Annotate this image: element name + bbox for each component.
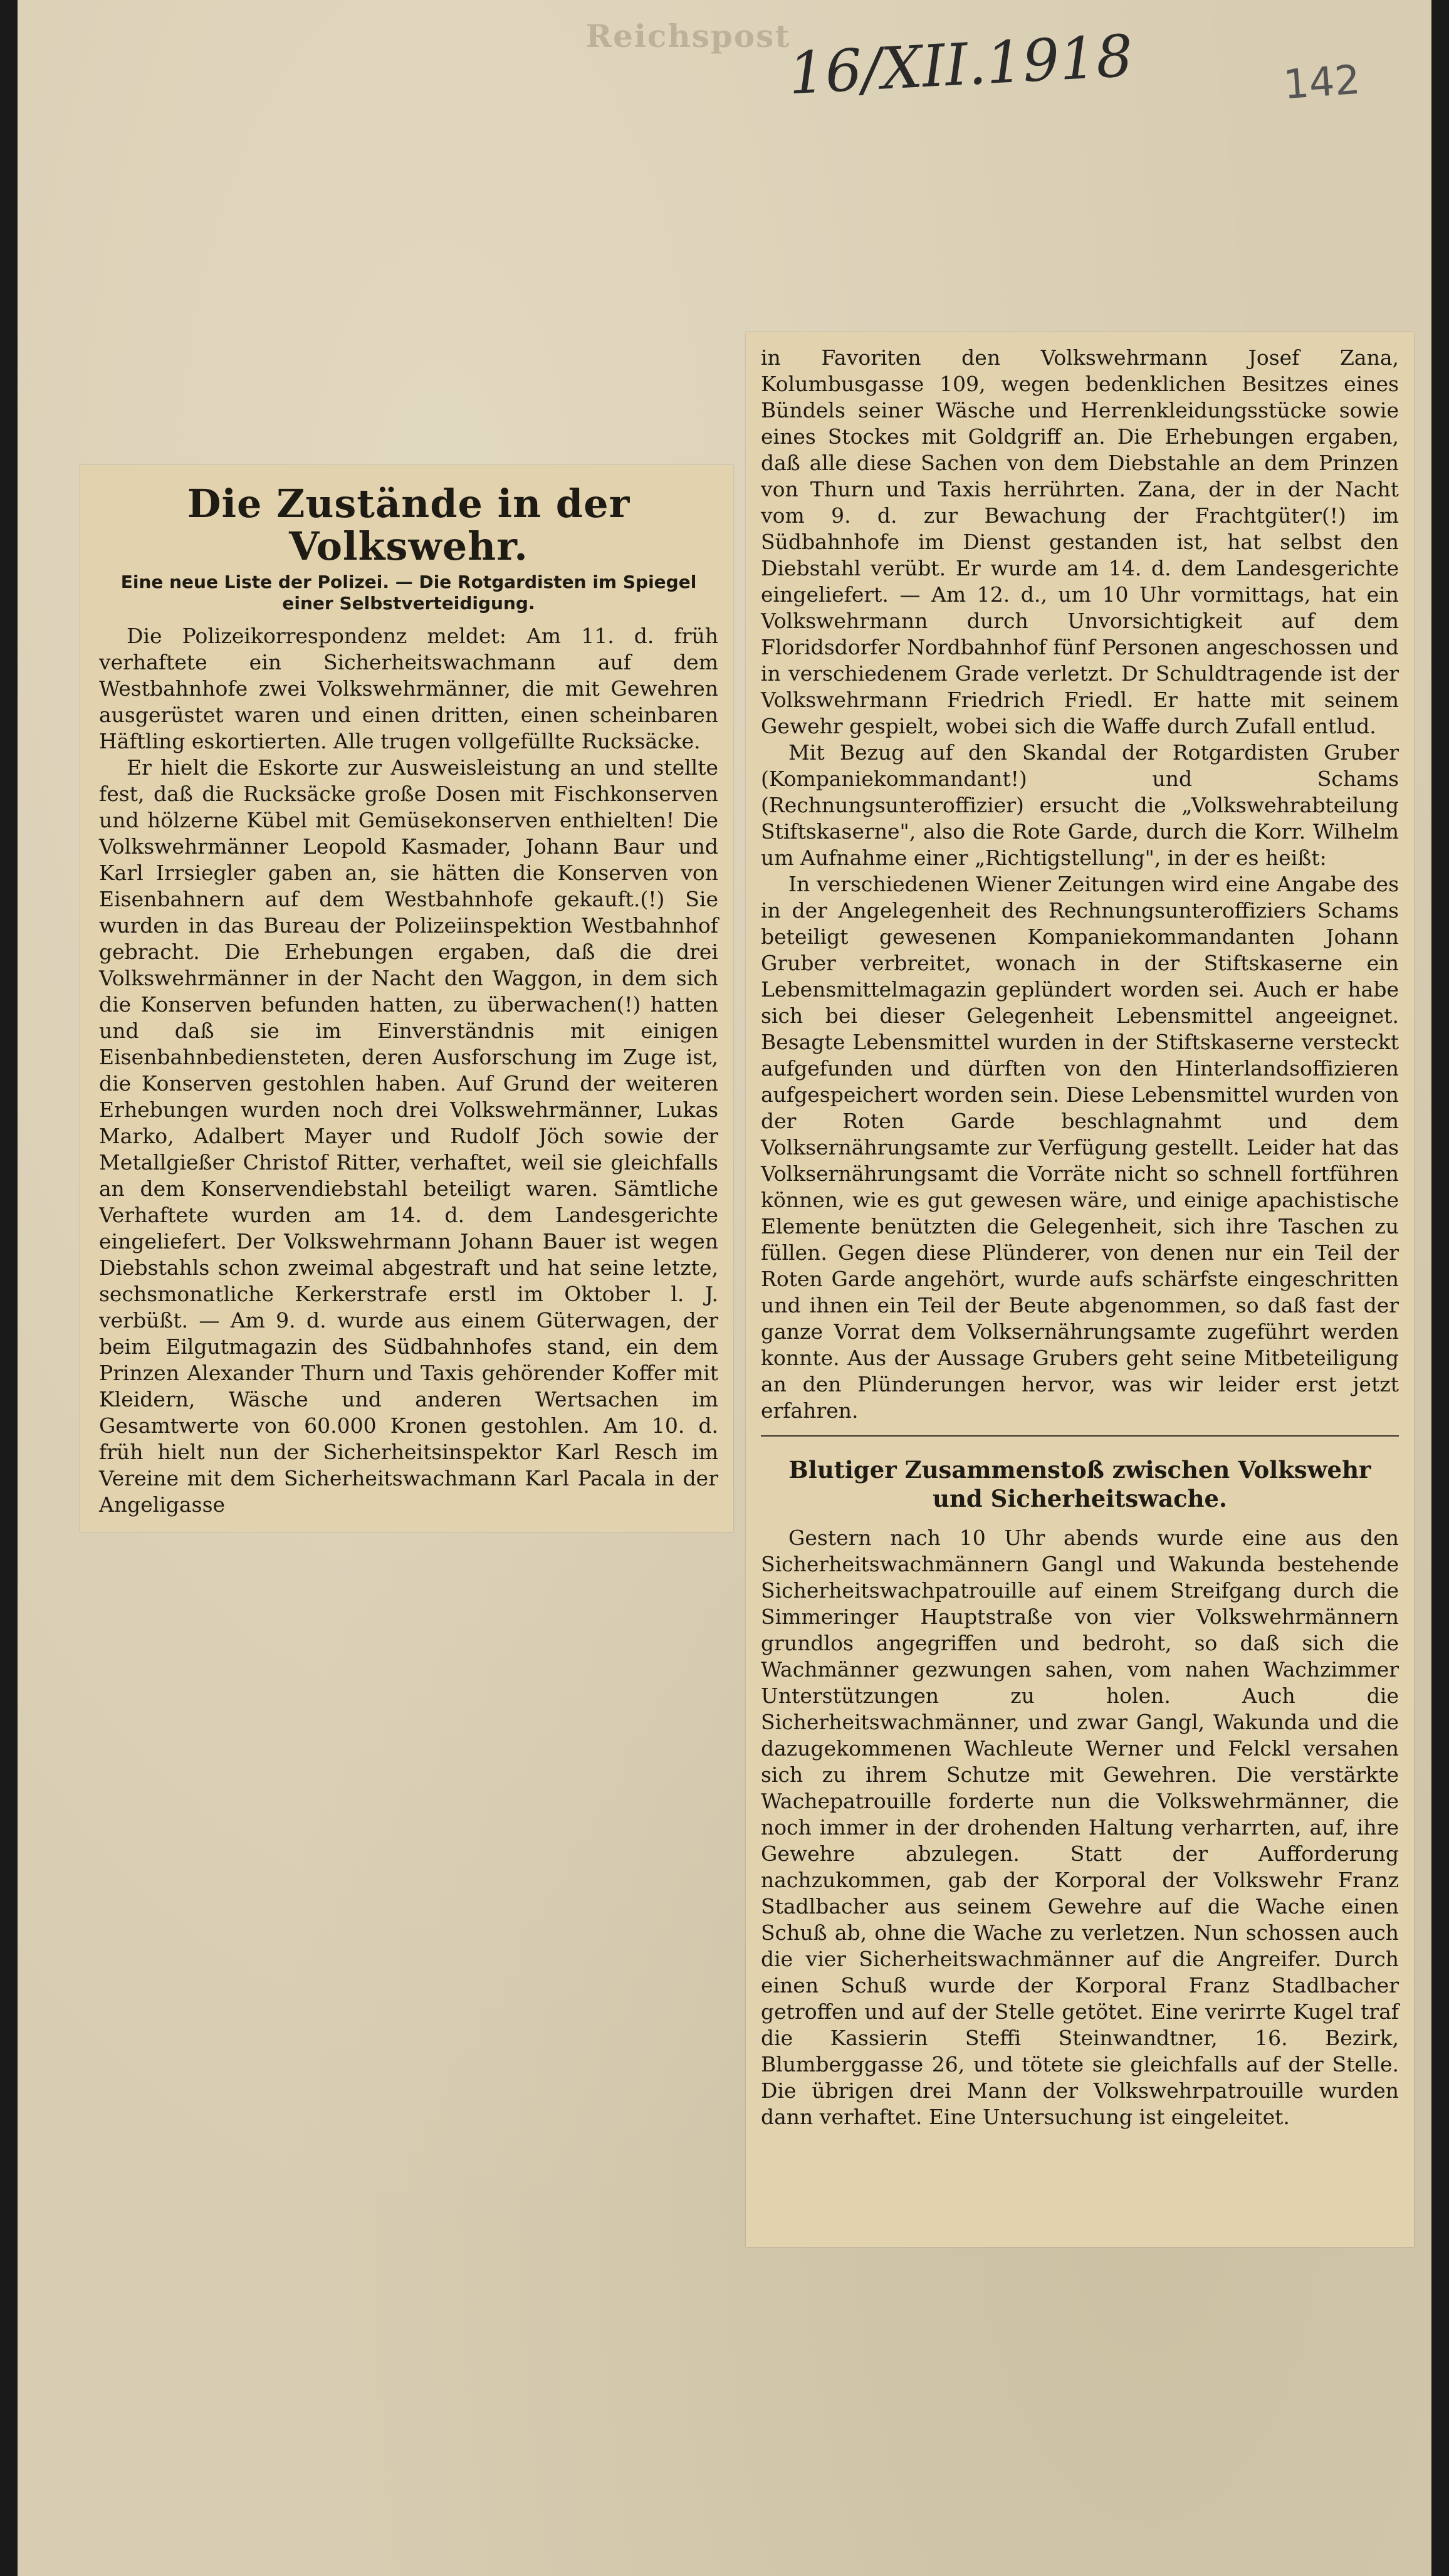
left-paragraph: Die Polizeikorrespondenz meldet: Am 11. d. früh verhaftete ein Sicherheitswachmann auf dem Westbahnhofe zwei Volkswehrmänner, die mit Gewehren ausgerüstet waren und einen dritten, einen scheinbaren Häftling eskortierten. Alle trugen vollgefüllte Rucksäcke. <box>99 623 718 753</box>
handwritten-page-number: 142 <box>1282 56 1362 109</box>
section-divider <box>761 1435 1399 1437</box>
article-subheadline: Eine neue Liste der Polizei. — Die Rotgardisten im Spiegel einer Selbstverteidigung. <box>120 572 697 614</box>
right-paragraph: Mit Bezug auf den Skandal der Rotgardisten Gruber (Kompaniekommandant!) und Schams (Rechnungsunteroffizier) ersucht die „Volkswehrabteilung Stiftskaserne", also die Rote Garde, durch die Korr. Wilhelm um Aufnahme einer „Richtigstellung", in der es heißt: <box>761 740 1399 870</box>
right-paragraph: In verschiedenen Wiener Zeitungen wird eine Angabe des in der Angelegenheit des Rechnungsunteroffiziers Schams beteiligt gewesenen Kompaniekommandanten Johann Gruber verbreitet, wonach in der Stiftskaserne ein Lebensmittelmagazin geplündert worden sei. Auch er habe sich bei dieser Gelegenheit Lebensmittel angeeignet. Besagte Lebensmittel wurden in der Stiftskaserne versteckt aufgefunden und dürften von den Hinterlandsoffizieren aufgespeichert worden sein. Diese Lebensmittel wurden von der Roten Garde beschlagnahmt und dem Volksernährungsamte zur Verfügung gestellt. Leider hat das Volksernährungsamt die Vorräte nicht so schnell fortführen können, wie es gut gewesen wäre, und einige apachistische Elemente benützten die Gelegenheit, sich ihre Taschen zu füllen. Gegen diese Plünderer, von denen nur ein Teil der Roten Garde angehört, wurde aufs schärfste eingeschritten und ihnen ein Teil der Beute abgenommen, so daß fast der ganze Vorrat dem Volksernährungsamte zugeführt werden konnte. Aus der Aussage Grubers geht seine Mitbeteiligung an den Plünderungen hervor, was wir leider erst jetzt erfahren. <box>761 872 1399 1423</box>
section-headline: Blutiger Zusammenstoß zwischen Volkswehr und Sicherheitswache. <box>788 1456 1371 1513</box>
left-paragraph: Er hielt die Eskorte zur Ausweisleistung an und stellte fest, daß die Rucksäcke große Dosen mit Fischkonserven und hölzerne Kübel mit Gemüsekonserven enthielten! Die Volkswehrmänner Leopold Kasmader, Johann Baur und Karl Irrsiegler gaben an, sie hätten die Konserven von Eisenbahnern auf dem Westbahnhofe gekauft.(!) Sie wurden in das Bureau der Polizeiinspektion Westbahnhof gebracht. Die Erhebungen ergaben, daß die drei Volkswehrmänner in der Nacht den Waggon, in dem sich die Konserven befunden hatten, zu überwachen(!) hatten und daß sie im Einverständnis mit einigen Eisenbahnbediensteten, deren Ausforschung im Zuge ist, die Konserven gestohlen haben. Auf Grund der weiteren Erhebungen wurden noch drei Volkswehrmänner, Lukas Marko, Adalbert Mayer und Rudolf Jöch sowie der Metallgießer Christof Ritter, verhaftet, weil sie gleichfalls an dem Konservendiebstahl beteiligt waren. Sämtliche Verhaftete wurden am 14. d. dem Landesgerichte eingeliefert. Der Volkswehrmann Johann Bauer ist wegen Diebstahls schon zweimal abgestraft und hat seine letzte, sechsmonatliche Kerkerstrafe erstl im Oktober l. J. verbüßt. — Am 9. d. wurde aus einem Güterwagen, der beim Eilgutmagazin des Südbahnhofes stand, ein dem Prinzen Alexander Thurn und Taxis gehörender Koffer mit Kleidern, Wäsche und anderen Wertsachen im Gesamtwerte von 60.000 Kronen gestohlen. Am 10. d. früh hielt nun der Sicherheitsinspektor Karl Resch im Vereine mit dem Sicherheitswachmann Karl Pacala in der Angeligasse <box>99 755 718 1517</box>
newspaper-stamp: Reichspost <box>585 18 791 55</box>
right-paragraph: in Favoriten den Volkswehrmann Josef Zana, Kolumbusgasse 109, wegen bedenklichen Besitzes eines Bündels seiner Wäsche und Herrenkleidungsstücke sowie eines Stockes mit Goldgriff an. Die Erhebungen ergaben, daß alle diese Sachen von dem Diebstahle an dem Prinzen von Thurn und Taxis herrührten. Zana, der in der Nacht vom 9. d. zur Bewachung der Frachtgüter(!) im Südbahnhofe im Dienst gestanden ist, hat selbst den Diebstahl verübt. Er wurde am 14. d. dem Landesgerichte eingeliefert. — Am 12. d., um 10 Uhr vormittags, hat ein Volkswehrmann durch Unvorsichtigkeit auf dem Floridsdorfer Nordbahnhof fünf Personen angeschossen und in verschiedenem Grade verletzt. Dr Schuldtragende ist der Volkswehrmann Friedrich Friedl. Er hatte mit seinem Gewehr gespielt, wobei sich die Waffe durch Zufall entlud. <box>761 345 1399 738</box>
archive-sheet <box>18 0 1431 2576</box>
handwritten-date: 16/XII.1918 <box>787 22 1135 108</box>
article-headline: Die Zustände in der Volkswehr. <box>187 481 630 570</box>
clipping-left-column <box>80 465 733 1532</box>
clipping-right-column <box>746 332 1414 2247</box>
section-paragraph: Gestern nach 10 Uhr abends wurde eine aus den Sicherheitswachmännern Gangl und Wakunda bestehende Sicherheitswachpatrouille auf einem Streifgang durch die Simmeringer Hauptstraße von vier Volkswehrmännern grundlos angegriffen und bedroht, so daß sich die Wachmänner gezwungen sahen, vom nahen Wachzimmer Unterstützungen zu holen. Auch die Sicherheitswachmänner, und zwar Gangl, Wakunda und die dazugekommenen Wachleute Werner und Felckl versahen sich zu ihrem Schutze mit Gewehren. Die verstärkte Wachepatrouille forderte nun die Volkswehrmänner, die noch immer in der drohenden Haltung verharrten, auf, ihre Gewehre abzulegen. Statt der Aufforderung nachzukommen, gab der Korporal der Volkswehr Franz Stadlbacher aus seinem Gewehre auf die Wache einen Schuß ab, ohne die Wache zu verletzen. Nun schossen auch die vier Sicherheitswachmänner auf die Angreifer. Durch einen Schuß wurde der Korporal Franz Stadlbacher getroffen und auf der Stelle getötet. Eine verirrte Kugel traf die Kassierin Steffi Steinwandtner, 16. Bezirk, Blumberggasse 26, und tötete sie gleichfalls auf der Stelle. Die übrigen drei Mann der Volkswehrpatrouille wurden dann verhaftet. Eine Untersuchung ist eingeleitet. <box>761 1525 1399 2129</box>
